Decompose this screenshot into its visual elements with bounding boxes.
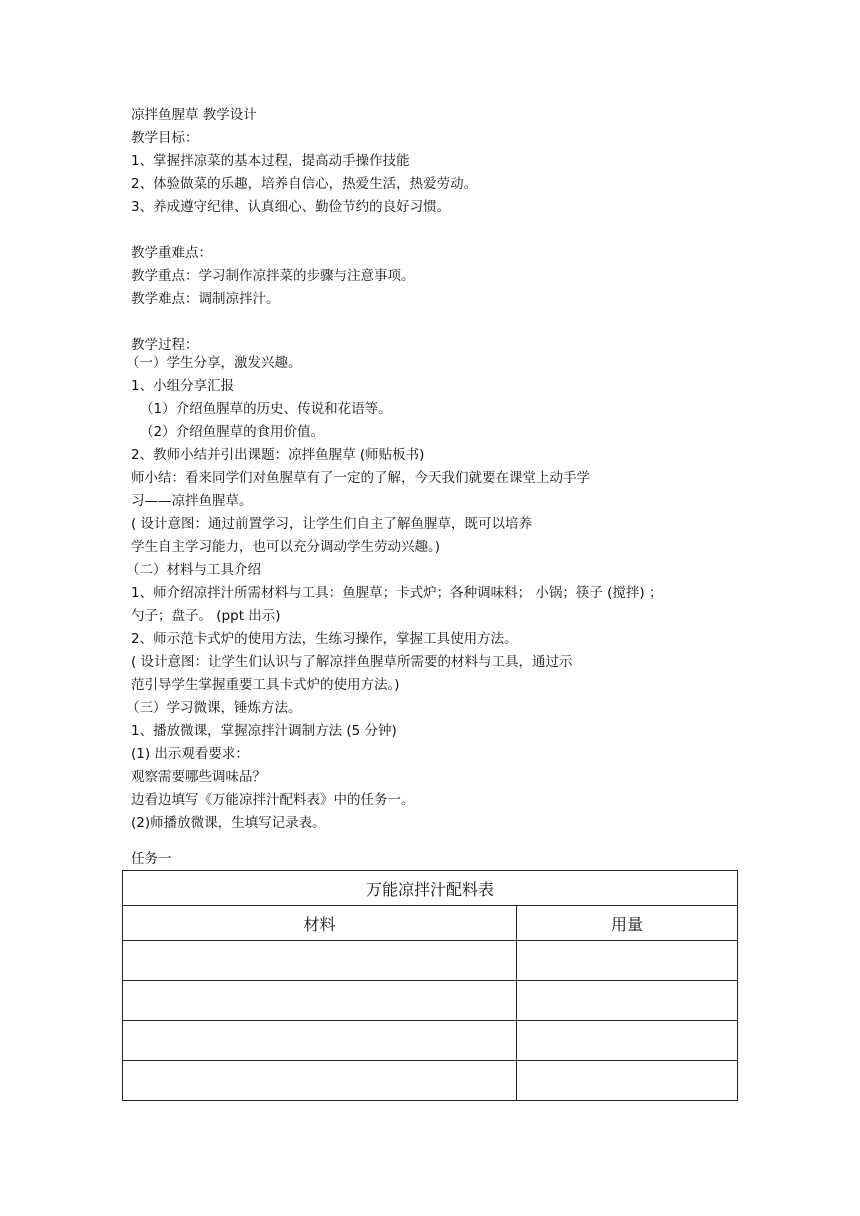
task-label: 任务一 bbox=[131, 851, 172, 867]
column-header-amount: 用量 bbox=[517, 906, 738, 941]
column-header-material: 材料 bbox=[123, 906, 517, 941]
process-line: （一）学生分享，激发兴趣。 bbox=[126, 355, 302, 371]
goal-item: 1、掌握拌凉菜的基本过程，提高动手操作技能 bbox=[131, 153, 410, 169]
process-heading: 教学过程： bbox=[131, 337, 199, 353]
process-line: （二）材料与工具介绍 bbox=[126, 562, 261, 578]
table-row bbox=[123, 981, 738, 1021]
process-line: 1、师介绍凉拌汁所需材料与工具：鱼腥草；卡式炉；各种调味料； 小锅；筷子 (搅拌) ； bbox=[131, 585, 663, 601]
process-line: 学生自主学习能力，也可以充分调动学生劳动兴趣。) bbox=[131, 539, 441, 555]
table-row bbox=[123, 1021, 738, 1061]
table-cell[interactable] bbox=[123, 941, 517, 981]
table-header-row bbox=[123, 906, 738, 941]
process-line: 1、小组分享汇报 bbox=[131, 378, 235, 394]
table-cell[interactable] bbox=[517, 981, 738, 1021]
table-cell[interactable] bbox=[123, 1021, 517, 1061]
process-line: 2、教师小结并引出课题：凉拌鱼腥草 (师贴板书) bbox=[131, 447, 425, 463]
goal-item: 3、养成遵守纪律、认真细心、勤俭节约的良好习惯。 bbox=[131, 199, 451, 215]
process-line: （1）介绍鱼腥草的历史、传说和花语等。 bbox=[140, 401, 392, 417]
table-row bbox=[123, 941, 738, 981]
process-line: 习——凉拌鱼腥草。 bbox=[131, 493, 253, 509]
process-line: 范引导学生掌握重要工具卡式炉的使用方法。) bbox=[131, 677, 400, 693]
process-line: （2）介绍鱼腥草的食用价值。 bbox=[140, 424, 325, 440]
table-cell[interactable] bbox=[517, 1061, 738, 1101]
table-cell[interactable] bbox=[123, 1061, 517, 1101]
goal-item: 2、体验做菜的乐趣，培养自信心，热爱生活，热爱劳动。 bbox=[131, 176, 478, 192]
process-line: 观察需要哪些调味品？ bbox=[131, 769, 266, 785]
process-line: 师小结：看来同学们对鱼腥草有了一定的了解，今天我们就要在课堂上动手学 bbox=[131, 470, 590, 486]
process-line: (2)师播放微课，生填写记录表。 bbox=[131, 815, 326, 831]
table-cell[interactable] bbox=[517, 1021, 738, 1061]
process-line: ( 设计意图：通过前置学习，让学生们自主了解鱼腥草，既可以培养 bbox=[131, 516, 533, 532]
process-line: （三）学习微课，锤炼方法。 bbox=[126, 700, 302, 716]
keypoints-heading: 教学重难点： bbox=[131, 245, 212, 261]
table-cell[interactable] bbox=[517, 941, 738, 981]
process-line: (1) 出示观看要求： bbox=[131, 746, 249, 762]
table-row bbox=[123, 1061, 738, 1101]
ingredient-table bbox=[122, 870, 738, 1101]
process-line: 2、师示范卡式炉的使用方法，生练习操作，掌握工具使用方法。 bbox=[131, 631, 518, 647]
table-title: 万能凉拌汁配料表 bbox=[123, 871, 738, 906]
goals-heading: 教学目标： bbox=[131, 130, 199, 146]
process-line: 1、播放微课，掌握凉拌汁调制方法 (5 分钟) bbox=[131, 723, 397, 739]
process-line: 边看边填写《万能凉拌汁配料表》中的任务一。 bbox=[131, 792, 415, 808]
keypoint-text: 教学重点：学习制作凉拌菜的步骤与注意事项。 bbox=[131, 268, 415, 284]
process-line: ( 设计意图：让学生们认识与了解凉拌鱼腥草所需要的材料与工具，通过示 bbox=[131, 654, 573, 670]
table-cell[interactable] bbox=[123, 981, 517, 1021]
table-title-row bbox=[123, 871, 738, 906]
process-line: 勺子；盘子。 (ppt 出示) bbox=[131, 608, 281, 624]
document-title: 凉拌鱼腥草 教学设计 bbox=[131, 107, 257, 123]
difficulty-text: 教学难点：调制凉拌汁。 bbox=[131, 291, 280, 307]
